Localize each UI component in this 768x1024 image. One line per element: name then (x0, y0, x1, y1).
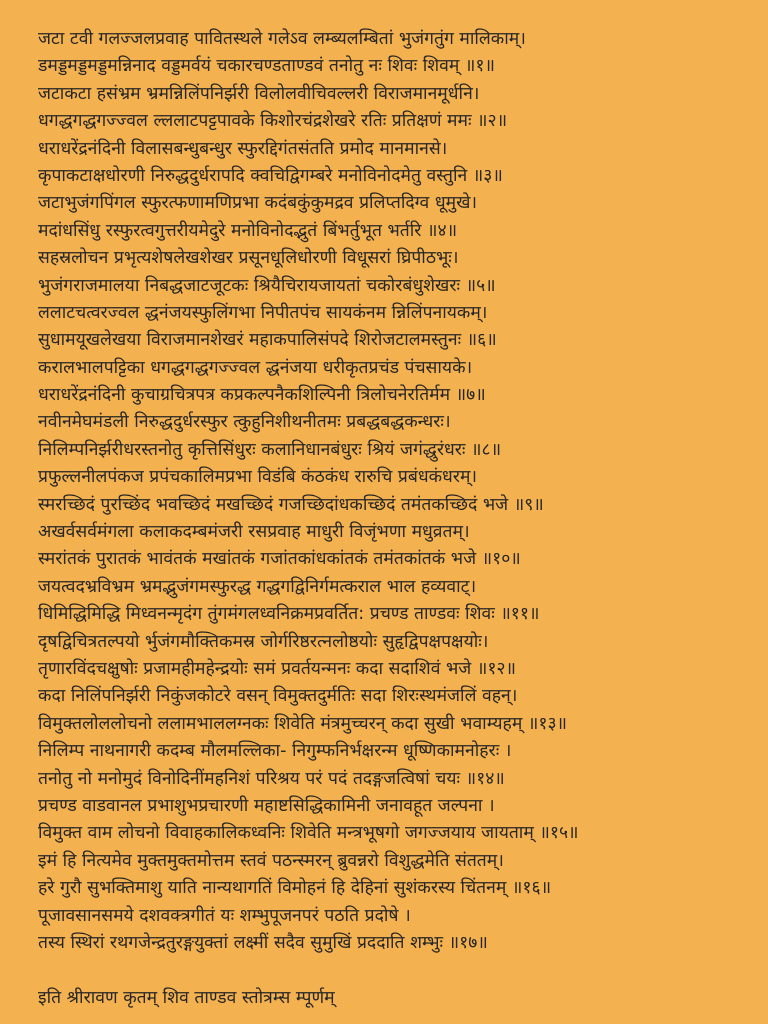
verse-line: सहस्रलोचन प्रभृत्यशेषलेखशेखर प्रसूनधूलिधोरणी विधूसरां घ्रिपीठभूः। (38, 248, 459, 269)
verse-line: सुधामयूखलेखया विराजमानशेखरं महाकपालिसंपदे शिरोजटालमस्तुनः ॥६॥ (38, 330, 497, 351)
verse-line: कृपाकटाक्षधोरणी निरुद्धदुर्धरापदि क्वचिद्विगम्बरे मनोविनोदमेतु वस्तुनि ॥३॥ (38, 165, 503, 186)
verse-line: पूजावसानसमये दशवक्त्रगीतं यः शम्भुपूजनपरं पठति प्रदोषे । (38, 905, 411, 926)
verse-line: दृषद्विचित्रतल्पयो र्भुजंगमौक्तिकमस्र जोर्गरिष्ठरत्नलोष्ठयोः सुहृद्विपक्षपक्षयोः। (38, 631, 489, 652)
verse-line: मदांधसिंधु रस्फुरत्वगुत्तरीयमेदुरे मनोविनोदद्भुतं बिंभर्तुभूत भर्तरि ॥४॥ (38, 220, 458, 241)
verse-line: हरे गुरौ सुभक्तिमाशु याति नान्यथागतिं विमोहनं हि देहिनां सुशंकरस्य चिंतनम् ॥१६॥ (38, 878, 552, 899)
verse-line: जटाभुजंगपिंगल स्फुरत्फणामणिप्रभा कदंबकुंकुमद्रव प्रलिप्तदिग्व धूमुखे। (38, 193, 478, 214)
verse-line: स्मरांतकं पुरातकं भावंतकं मखांतकं गजांतकांधकांतकं तमंतकांतकं भजे ॥१०॥ (38, 549, 521, 570)
verse-line: विमुक्त वाम लोचनो विवाहकालिकध्वनिः शिवेति मन्त्रभूषगो जगज्जयाय जायताम् ॥१५॥ (38, 823, 579, 844)
verse-line: इमं हि नित्यमेव मुक्तमुक्तमोत्तम स्तवं पठन्स्मरन् ब्रुवन्नरो विशुद्धमेति संततम्। (38, 850, 504, 871)
verse-line: नवीनमेघमंडली निरुद्धदुर्धरस्फुर त्कुहुनिशीथनीतमः प्रबद्धबद्धकन्धरः। (38, 412, 451, 433)
verse-line: तस्य स्थिरां रथगजेन्द्रतुरङ्गयुक्तां लक्ष्मीं सदैव सुमुखिं प्रददाति शम्भुः ॥१७॥ (38, 932, 488, 953)
verse-line: कदा निलिंपनिर्झरी निकुंजकोटरे वसन् विमुक्तदुर्मतिः सदा शिरःस्थमंजलिं वहन्। (38, 686, 518, 707)
verse-line: तृणारविंदचक्षुषोः प्रजामहीमहेन्द्रयोः समं प्रवर्तयन्मनः कदा सदाशिवं भजे ॥१२॥ (38, 658, 517, 679)
verse-line: धगद्धगद्धगज्ज्वल ल्ललाटपट्टपावके किशोरचंद्रशेखरे रतिः प्रतिक्षणं ममः ॥२॥ (38, 111, 508, 132)
verse-line: निलिम्पनिर्झरीधरस्तनोतु कृत्तिसिंधुरः कलानिधानबंधुरः श्रियं जगंद्धुरंधरः ॥८॥ (38, 439, 502, 460)
verse-line: जटा टवी गलज्जलप्रवाह पावितस्थले गलेऽव लम्ब्यलम्बितां भुजंगतुंग मालिकाम्। (38, 29, 526, 49)
verse-line: डमड्डमड्डमड्डमन्निनाद वड्डमर्वयं चकारचण्डताण्डवं तनोतु नः शिवः शिवम् ॥१॥ (38, 56, 495, 77)
verse-line: धराधरेंद्रनंदिनी कुचाग्रचित्रपत्र कप्रकल्पनैकशिल्पिनी त्रिलोचनेरतिर्मम ॥७॥ (38, 385, 486, 406)
verse-line: धिमिद्धिमिद्धि मिध्वनन्मृदंग तुंगमंगलध्वनिक्रमप्रवर्तित: प्रचण्ड ताण्डवः शिवः ॥११॥ (38, 604, 540, 625)
verse-line: भुजंगराजमालया निबद्धजाटजूटकः श्रियैचिरायजायतां चकोरबंधुशेखरः ॥५॥ (38, 275, 496, 296)
verse-line: प्रफुल्लनीलपंकज प्रपंचकालिमप्रभा विडंबि कंठकंध रारुचि प्रबंधकंधरम्। (38, 467, 478, 488)
verse-line: धराधरेंद्रनंदिनी विलासबन्धुबन्धुर स्फुरद्दिगंतसंतति प्रमोद मानमानसे। (38, 138, 448, 159)
verse-list (38, 26, 758, 957)
verse-line: अखर्वसर्वमंगला कलाकदम्बमंजरी रसप्रवाह माधुरी विजृंभणा मधुव्रतम्। (38, 522, 470, 543)
colophon: इति श्रीरावण कृतम् शिव ताण्डव स्तोत्रम्स म्पूर्णम् (38, 988, 335, 1008)
verse-line: जयत्वदभ्रविभ्रम भ्रमद्भुजंगमस्फुरद्ध गद्धगद्विनिर्गमत्कराल भाल हव्यवाट्। (38, 576, 477, 597)
verse-line: जटाकटा हसंभ्रम भ्रमन्निलिंपनिर्झरी विलोलवीचिवल्लरी विराजमानमूर्धनि। (38, 83, 480, 104)
verse-line: तनोतु नो मनोमुदं विनोदिनींमहनिशं परिश्रय परं पदं तदङ्गजत्विषां चयः ॥१४॥ (38, 768, 505, 789)
verse-line: विमुक्तलोललोचनो ललामभाललग्नकः शिवेति मंत्रमुच्चरन् कदा सुखी भवाम्यहम् ॥१३॥ (38, 713, 568, 734)
verse-line: स्मरच्छिदं पुरच्छिंद भवच्छिदं मखच्छिदं गजच्छिदांधकच्छिदं तमंतकच्छिदं भजे ॥९॥ (38, 494, 544, 515)
verse-line: प्रचण्ड वाडवानल प्रभाशुभप्रचारणी महाष्टसिद्धिकामिनी जनावहूत जल्पना । (38, 795, 495, 816)
verse-line: ललाटचत्वरज्वल द्धनंजयस्फुलिंगभा निपीतपंच सायकंनम न्निलिंपनायकम्। (38, 302, 488, 323)
verse-line: करालभालपट्टिका धगद्धगद्धगज्ज्वल द्धनंजया धरीकृतप्रचंड पंचसायके। (38, 357, 473, 378)
verse-line: निलिम्प नाथनागरी कदम्ब मौलमल्लिका- निगुम्फनिर्भक्षरन्म धूष्णिकामनोहरः । (38, 741, 512, 762)
